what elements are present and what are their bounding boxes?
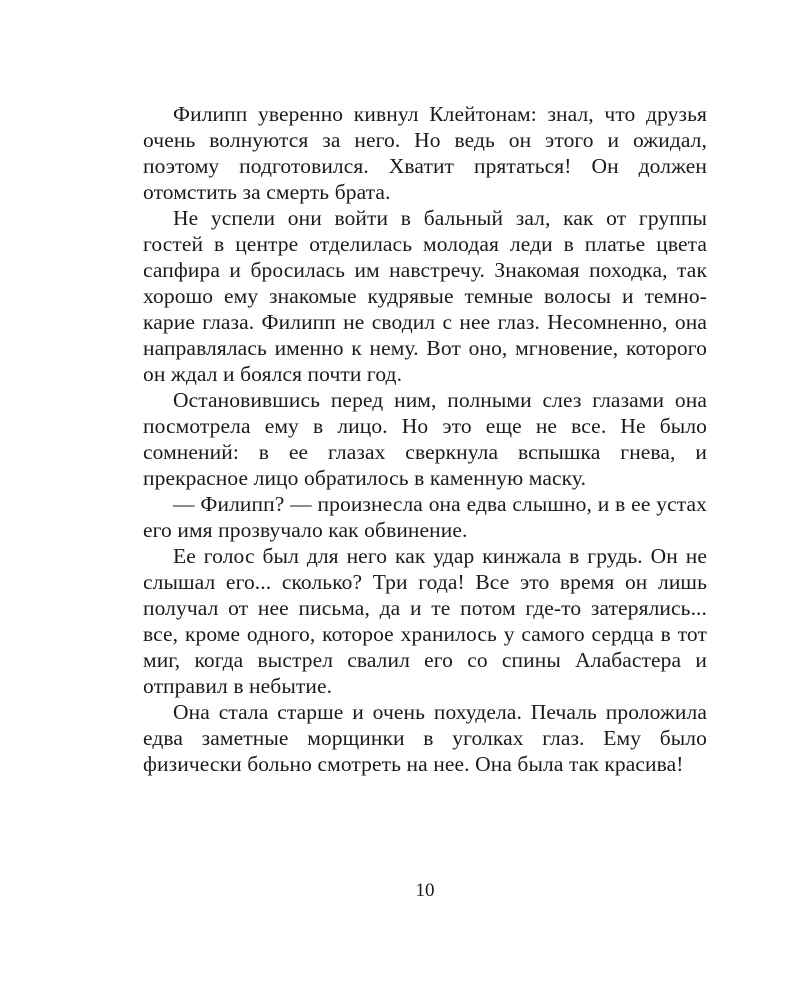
- paragraph-2: Не успели они войти в бальный зал, как от группы гостей в центре отделилась молодая леди в платье цвета сапфира и бросилась им навстречу. Знакомая походка, так хорошо ему знакомые кудрявые темные волосы и темно-карие глаза. Филипп не сводил с нее глаз. Несомненно, она направлялась именно к нему. Вот оно, мгновение, которого он ждал и боялся почти год.: [143, 206, 707, 386]
- paragraph-6: Она стала старше и очень похудела. Печаль проложила едва заметные морщинки в уголках глаз. Ему было физически больно смотреть на нее. Она была так красива!: [143, 700, 707, 776]
- paragraph-5: Ее голос был для него как удар кинжала в грудь. Он не слышал его... сколько? Три года! Все это время он лишь получал от нее письма, да и те потом где-то затерялись... все, кроме одного, которое хранилось у самого сердца в тот миг, когда выстрел свалил его со спины Алабастера и отправил в небытие.: [143, 544, 707, 698]
- page-number: 10: [415, 880, 435, 901]
- paragraph-3: Остановившись перед ним, полными слез глазами она посмотрела ему в лицо. Но это еще не все. Не было сомнений: в ее глазах сверкнула вспышка гнева, и прекрасное лицо обратилось в каменную маску.: [143, 388, 707, 490]
- paragraph-4-dialogue: — Филипп? — произнесла она едва слышно, и в ее устах его имя прозвучало как обвинение.: [143, 492, 707, 542]
- body-text: [143, 101, 707, 777]
- paragraph-1: Филипп уверенно кивнул Клейтонам: знал, что друзья очень волнуются за него. Но ведь он этого и ожидал, поэтому подготовился. Хватит прятаться! Он должен отомстить за смерть брата.: [143, 102, 707, 204]
